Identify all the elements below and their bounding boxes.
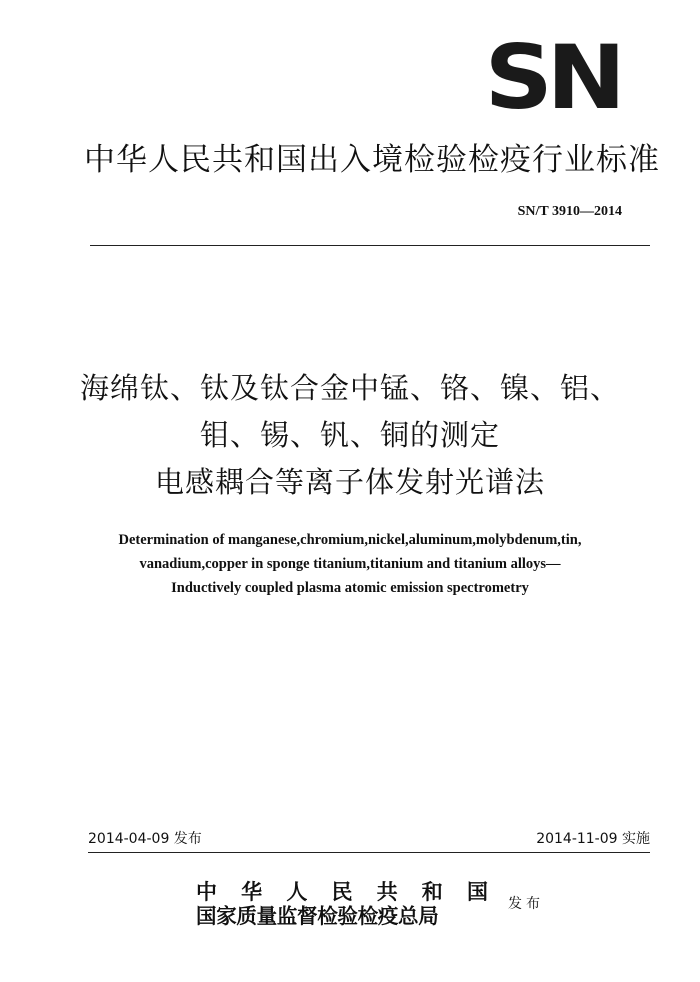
issuer-char: 国 xyxy=(466,879,488,904)
issuer-char: 共 xyxy=(376,879,398,904)
standard-number: SN/T 3910—2014 xyxy=(517,204,622,219)
english-title-line-3: Inductively coupled plasma atomic emission spectrometry xyxy=(171,580,529,596)
english-title-line-1: Determination of manganese,chromium,nickel,aluminum,molybdenum,tin, xyxy=(118,532,582,548)
bottom-divider xyxy=(88,852,650,853)
org-title: 中华人民共和国出入境检验检疫行业标准 xyxy=(84,142,660,178)
issue-date: 2014-04-09 发布 xyxy=(88,831,202,847)
issuer-char: 和 xyxy=(421,879,443,904)
chinese-title-line-3: 电感耦合等离子体发射光谱法 xyxy=(154,465,545,499)
top-divider xyxy=(90,245,650,246)
english-title xyxy=(60,528,640,600)
issuer-char: 民 xyxy=(331,879,353,904)
issuer-char: 人 xyxy=(286,879,308,904)
chinese-title-line-1: 海绵钛、钛及钛合金中锰、铬、镍、铝、 xyxy=(79,371,620,405)
sn-logo: SN xyxy=(484,26,620,129)
chinese-title-line-2: 钼、锡、钒、铜的测定 xyxy=(199,418,500,452)
implementation-date: 2014-11-09 实施 xyxy=(536,831,650,847)
issuer-char: 中 xyxy=(196,879,217,904)
issuer-line-2: 国家质量监督检验检疫总局 xyxy=(196,904,439,928)
issuer-line-1 xyxy=(196,880,488,904)
chinese-title xyxy=(60,365,640,506)
english-title-line-2: vanadium,copper in sponge titanium,titanium and titanium alloys— xyxy=(139,556,561,572)
issue-word: 发布 xyxy=(508,896,544,912)
issuer-char: 华 xyxy=(241,879,263,904)
